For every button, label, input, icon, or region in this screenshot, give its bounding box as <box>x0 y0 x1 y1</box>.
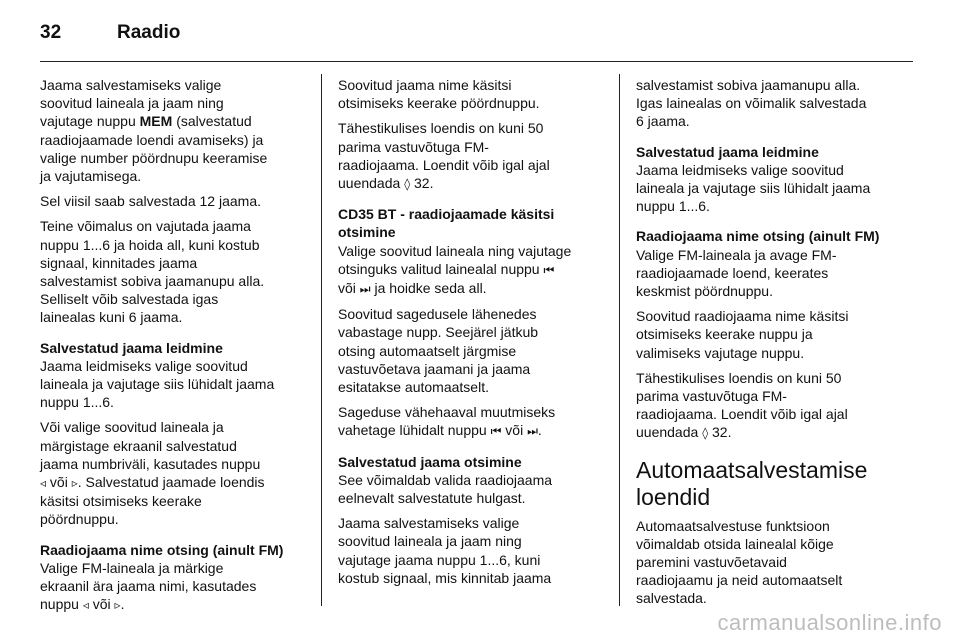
column-divider <box>321 74 322 606</box>
paragraph: Salvestatud jaama otsimine See võimaldab valida raadiojaama eelnevalt salvestatute hulgast. <box>338 453 606 508</box>
paragraph: Või valige soovitud laineala ja märgistage ekraanil salvestatud jaama numbriväli, kasutades nuppu ◃ või ▹. Salvestatud jaamade loendis käsitsi otsimiseks keerake pöördnuppu. <box>40 419 265 528</box>
paragraph: salvestamist sobiva jaamanupu alla. Igas lainealas on võimalik salvestada 6 jaama. <box>636 77 867 130</box>
section-heading: Automaatsalvestamise loendid <box>636 456 868 510</box>
right-arrow-icon: ▹ <box>71 476 78 491</box>
subheading: Raadiojaama nime otsing (ainult FM) <box>636 228 880 245</box>
paragraph: Tähestikulises loendis on kuni 50 parima vastuvõtuga FM- raadiojaama. Loendit võib igal ajal uuendada ◊ 32. <box>636 369 848 441</box>
section-title: Raadio <box>117 22 181 43</box>
page-reference-icon: ◊ <box>404 177 411 192</box>
paragraph: Salvestatud jaama leidmine Jaama leidmiseks valige soovitud laineala ja vajutage siis lühidalt jaama nuppu 1...6. <box>636 143 904 216</box>
right-arrow-icon: ▹ <box>114 598 121 613</box>
seek-back-icon: ⏮ <box>490 424 502 439</box>
paragraph: Sel viisil saab salvestada 12 jaama. <box>40 193 262 210</box>
column-3 <box>636 76 904 615</box>
subheading: Salvestatud jaama leidmine <box>636 143 819 160</box>
paragraph: Jaama salvestamiseks valige soovitud laineala ja jaam ning vajutage jaama nuppu 1...6, kuni kostub signaal, mis kinnitab jaama <box>338 515 552 586</box>
column-1 <box>40 76 308 621</box>
paragraph: Raadiojaama nime otsing (ainult FM) Valige FM-laineala ja avage FM- raadiojaamade loend, keerates keskmist pöördnuppu. <box>636 227 904 300</box>
seek-back-icon: ⏮ <box>543 262 555 277</box>
page-number: 32 <box>40 22 62 43</box>
seek-forward-icon: ⏭ <box>359 282 371 297</box>
paragraph: Jaama salvestamiseks valige soovitud laineala ja jaam ning vajutage nuppu MEM (salvestatud raadiojaamade loendi avamiseks) ja valige number pöördnupu keeramise ja vajutamisega. <box>40 77 268 185</box>
column-divider <box>619 74 620 606</box>
paragraph: Tähestikulises loendis on kuni 50 parima vastuvõtuga FM- raadiojaama. Loendit võib igal ajal uuendada ◊ 32. <box>338 120 550 192</box>
seek-forward-icon: ⏭ <box>527 424 538 439</box>
paragraph: Soovitud jaama nime käsitsi otsimiseks keerake pöördnuppu. <box>338 77 540 112</box>
paragraph: Soovitud raadiojaama nime käsitsi otsimiseks keerake nuppu ja valimiseks vajutage nuppu. <box>636 308 849 361</box>
subheading: Raadiojaama nime otsing (ainult FM) <box>40 541 284 558</box>
paragraph: Raadiojaama nime otsing (ainult FM) Valige FM-laineala ja märkige ekraanil ära jaama nimi, kasutades nuppu ◃ või ▹. <box>40 541 308 615</box>
page-reference-icon: ◊ <box>702 426 709 441</box>
header-divider <box>40 61 913 62</box>
subheading: CD35 BT - raadiojaamade käsitsi otsimine <box>338 206 555 241</box>
left-arrow-icon: ◃ <box>82 598 89 613</box>
mem-button-label: MEM <box>139 113 173 130</box>
subheading: Salvestatud jaama leidmine <box>40 339 223 356</box>
paragraph: Salvestatud jaama leidmine Jaama leidmiseks valige soovitud laineala ja vajutage siis lühidalt jaama nuppu 1...6. <box>40 339 308 412</box>
paragraph: Automaatsalvestuse funktsioon võimaldab otsida lainealal kõige paremini vastuvõetavaid raadiojaamu ja neid automaatselt salvestada. <box>636 517 843 607</box>
subheading: Salvestatud jaama otsimine <box>338 453 522 470</box>
paragraph: Sageduse vähehaaval muutmiseks vahetage lühidalt nuppu ⏮ või ⏭. <box>338 404 556 439</box>
watermark: carmanualsonline.info <box>717 610 942 635</box>
column-2 <box>338 76 606 594</box>
paragraph: Soovitud sagedusele lähenedes vabastage nupp. Seejärel jätkub otsing automaatselt järgmise vastuvõetava jaamani ja jaama esitatakse automaatselt. <box>338 306 539 396</box>
paragraph: CD35 BT - raadiojaamade käsitsi otsimine Valige soovitud laineala ning vajutage otsinguks valitud lainealal nuppu ⏮ või ⏭ ja hoidke seda all. <box>338 205 606 298</box>
left-arrow-icon: ◃ <box>40 476 47 491</box>
paragraph: Teine võimalus on vajutada jaama nuppu 1...6 ja hoida all, kuni kostub signaal, kinnitades jaama salvestamist sobiva jaamanupu alla. Selliselt võib salvestada igas lainealas kuni 6 jaama. <box>40 218 265 326</box>
